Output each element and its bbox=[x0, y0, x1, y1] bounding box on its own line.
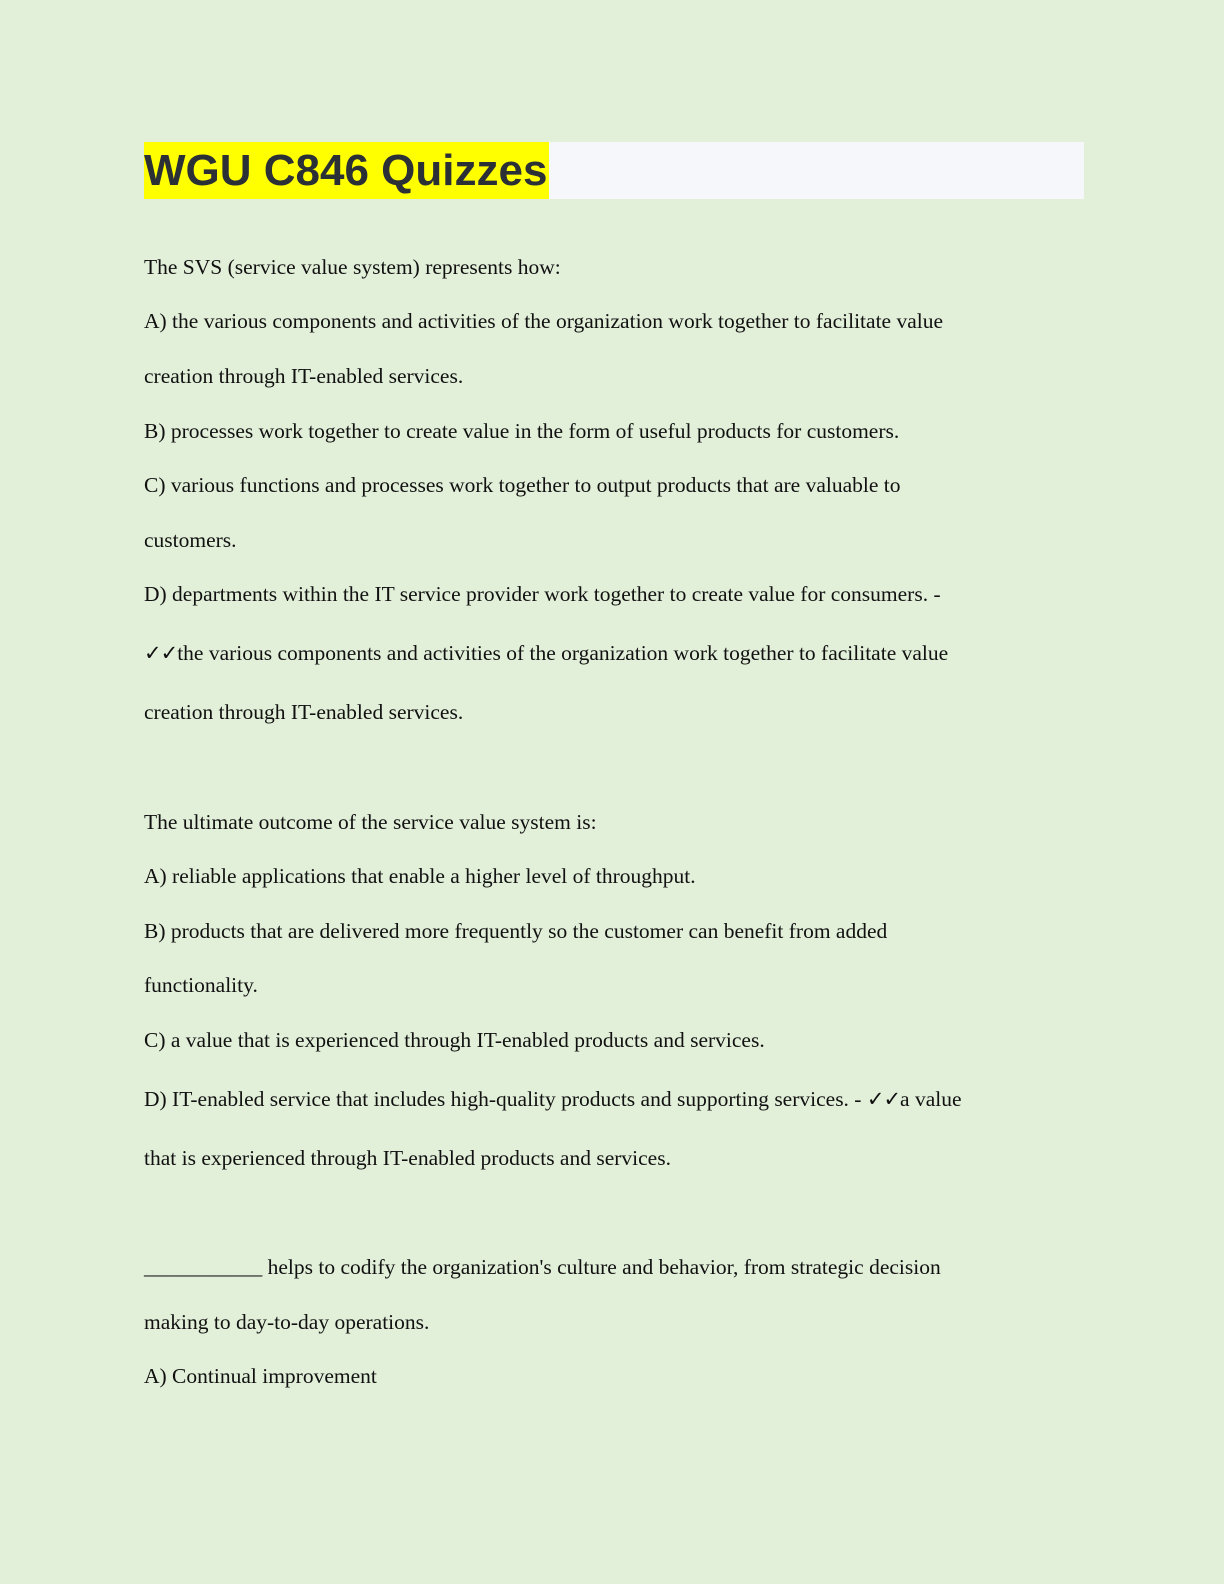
q3-prompt-line2: making to day-to-day operations. bbox=[144, 1310, 430, 1334]
q1-option-b: B) processes work together to create value in the form of useful products for customers. bbox=[144, 419, 900, 443]
q2-option-b-line2: functionality. bbox=[144, 973, 258, 997]
q2-option-a: A) reliable applications that enable a higher level of throughput. bbox=[144, 864, 696, 888]
q1-option-c-line1: C) various functions and processes work together to output products that are valuable to bbox=[144, 473, 901, 497]
q2-answer-inline: a value bbox=[900, 1087, 962, 1111]
q3-option-a: A) Continual improvement bbox=[144, 1364, 377, 1388]
q1-option-a-line2: creation through IT-enabled services. bbox=[144, 364, 464, 388]
q1-prompt: The SVS (service value system) represents how: bbox=[144, 255, 561, 279]
q1-answer-line1 bbox=[144, 639, 948, 667]
q2-answer-line2: that is experienced through IT-enabled products and services. bbox=[144, 1146, 671, 1170]
q2-option-d-text: D) IT-enabled service that includes high-quality products and supporting services. - bbox=[144, 1087, 867, 1111]
checkmark-icon: ✓✓ bbox=[144, 641, 178, 665]
q1-option-a-line1: A) the various components and activities of the organization work together to facilitate value bbox=[144, 309, 944, 333]
q1-option-c-line2: customers. bbox=[144, 528, 237, 552]
q2-option-b-line1: B) products that are delivered more frequently so the customer can benefit from added bbox=[144, 919, 888, 943]
q1-option-d: D) departments within the IT service provider work together to create value for consumers. - bbox=[144, 582, 941, 606]
document-title: WGU C846 Quizzes bbox=[144, 142, 549, 199]
checkmark-icon: ✓✓ bbox=[866, 1087, 901, 1111]
q3-prompt-line1: ___________ helps to codify the organization's culture and behavior, from strategic decision bbox=[144, 1255, 941, 1279]
q1-answer-line2: creation through IT-enabled services. bbox=[144, 700, 464, 724]
q2-option-c: C) a value that is experienced through IT-enabled products and services. bbox=[144, 1028, 765, 1052]
title-bar bbox=[144, 142, 1084, 199]
q2-prompt: The ultimate outcome of the service value system is: bbox=[144, 810, 597, 834]
q1-answer-text: the various components and activities of the organization work together to facilitate value bbox=[177, 641, 949, 665]
q2-option-d bbox=[144, 1085, 962, 1113]
